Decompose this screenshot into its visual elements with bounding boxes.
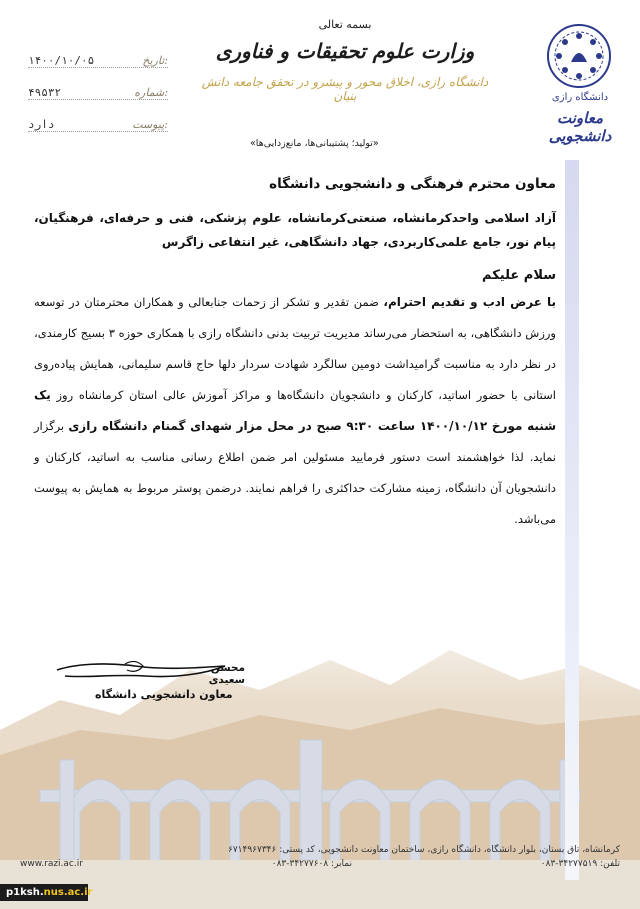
footer-contact-row: [20, 859, 620, 869]
meta-date-label: تاریخ:: [142, 54, 168, 67]
meta-number-label: شماره:: [134, 86, 168, 99]
decorative-side-band: [565, 160, 579, 880]
meta-attachment-row: [28, 112, 168, 132]
logo-university-name: دانشگاه رازی: [551, 92, 609, 103]
watermark-accent: nus.ac.ir: [43, 887, 93, 898]
meta-number-value: ۴۹۵۳۲: [28, 86, 62, 99]
meta-attachment-label: پیوست:: [132, 118, 168, 131]
meta-date-value: ۱۴۰۰/۱۰/۰۵: [28, 54, 95, 67]
signer-name: محسن سعیدی: [208, 662, 245, 686]
body-part-2: برگزار نماید. لذا خواهشمند است دستور فرمایید مسئولین امر ضمن اطلاع رسانی مناسب به اساتید، کارکنان و دانشجویان آن دانشگاه، زمینه مشارکت حداکثری را فراهم نمایند. درضمن پوستر مربوط به همایش به پیوست می‌باشد.: [34, 419, 556, 526]
meta-attachment-value: دارد: [28, 118, 55, 131]
year-slogan: «تولید؛ پشتیبانی‌ها، مانع‌زدایی‌ها»: [250, 138, 379, 149]
bismillah: بسمه تعالی: [318, 18, 372, 31]
meta-date-row: [28, 48, 168, 68]
logo-department-name: معاونت دانشجویی: [548, 109, 612, 145]
intro-bold: با عرض ادب و تقدیم احترام،: [383, 295, 556, 309]
signer-title: معاون دانشجویی دانشگاه: [95, 688, 233, 701]
letterhead: [200, 18, 490, 103]
logo-caption: [530, 92, 630, 145]
university-logo-icon: [545, 22, 613, 90]
source-watermark: [0, 884, 93, 901]
footer: [20, 845, 620, 869]
meta-number-row: [28, 80, 168, 100]
university-slogan: دانشگاه رازی، اخلاق محور و پیشرو در تحقق جامعه دانش بنیان: [201, 75, 489, 103]
body-paragraph: [34, 287, 556, 535]
footer-address: کرمانشاه، تاق بستان، بلوار دانشگاه، دانشگاه رازی، ساختمان معاونت دانشجویی، کد پستی: ۶۷۱۴۹۶۷۳۴۶: [227, 845, 620, 855]
body-part-1: ضمن تقدیر و تشکر از زحمات جنابعالی و همکاران محترمتان در توسعه ورزش دانشگاهی، به استحضار می‌رساند مدیریت تربیت بدنی دانشگاه رازی با همکاری حوزه ۳ بسیج کارمندی، در نظر دارد به مناسبت گرامیداشت دومین سالگرد شهادت سردار دلها حاج قاسم سلیمانی، همایش پیاده‌روی استانی با حضور اساتید، کارکنان و دانشجویان دانشگاه‌ها و مراکز آموزش عالی استان کرمانشاه روز: [34, 295, 556, 402]
ministry-title: وزارت علوم تحقیقات و فناوری: [215, 39, 475, 63]
recipient-list: آزاد اسلامی واحدکرمانشاه، صنعتی‌کرمانشاه، علوم پزشکی، فنی و حرفه‌ای، فرهنگیان، پیام نور، جامع علمی‌کاربردی، جهاد دانشگاهی، غیر انتفاعی زاگرس: [34, 211, 556, 249]
letter-meta: [28, 48, 168, 144]
footer-fax: نمابر: ۳۴۲۷۷۶۰۸-۰۸۳: [271, 859, 352, 869]
footer-website-link[interactable]: www.razi.ac.ir: [20, 859, 83, 869]
watermark-prefix: p1ksh.: [6, 887, 44, 898]
greeting: سلام علیکم: [482, 268, 556, 283]
letter-body: [34, 176, 556, 535]
event-date-bold: یک شنبه مورخ ۱۴۰۰/۱۰/۱۲ ساعت ۹:۳۰ صبح در محل مزار شهدای گمنام دانشگاه رازی: [34, 388, 556, 433]
signature-block: [55, 656, 245, 716]
recipient: معاون محترم فرهنگی و دانشجویی دانشگاه: [269, 176, 556, 192]
footer-phone: تلفن: ۳۴۲۷۷۵۱۹-۰۸۳: [540, 859, 620, 869]
